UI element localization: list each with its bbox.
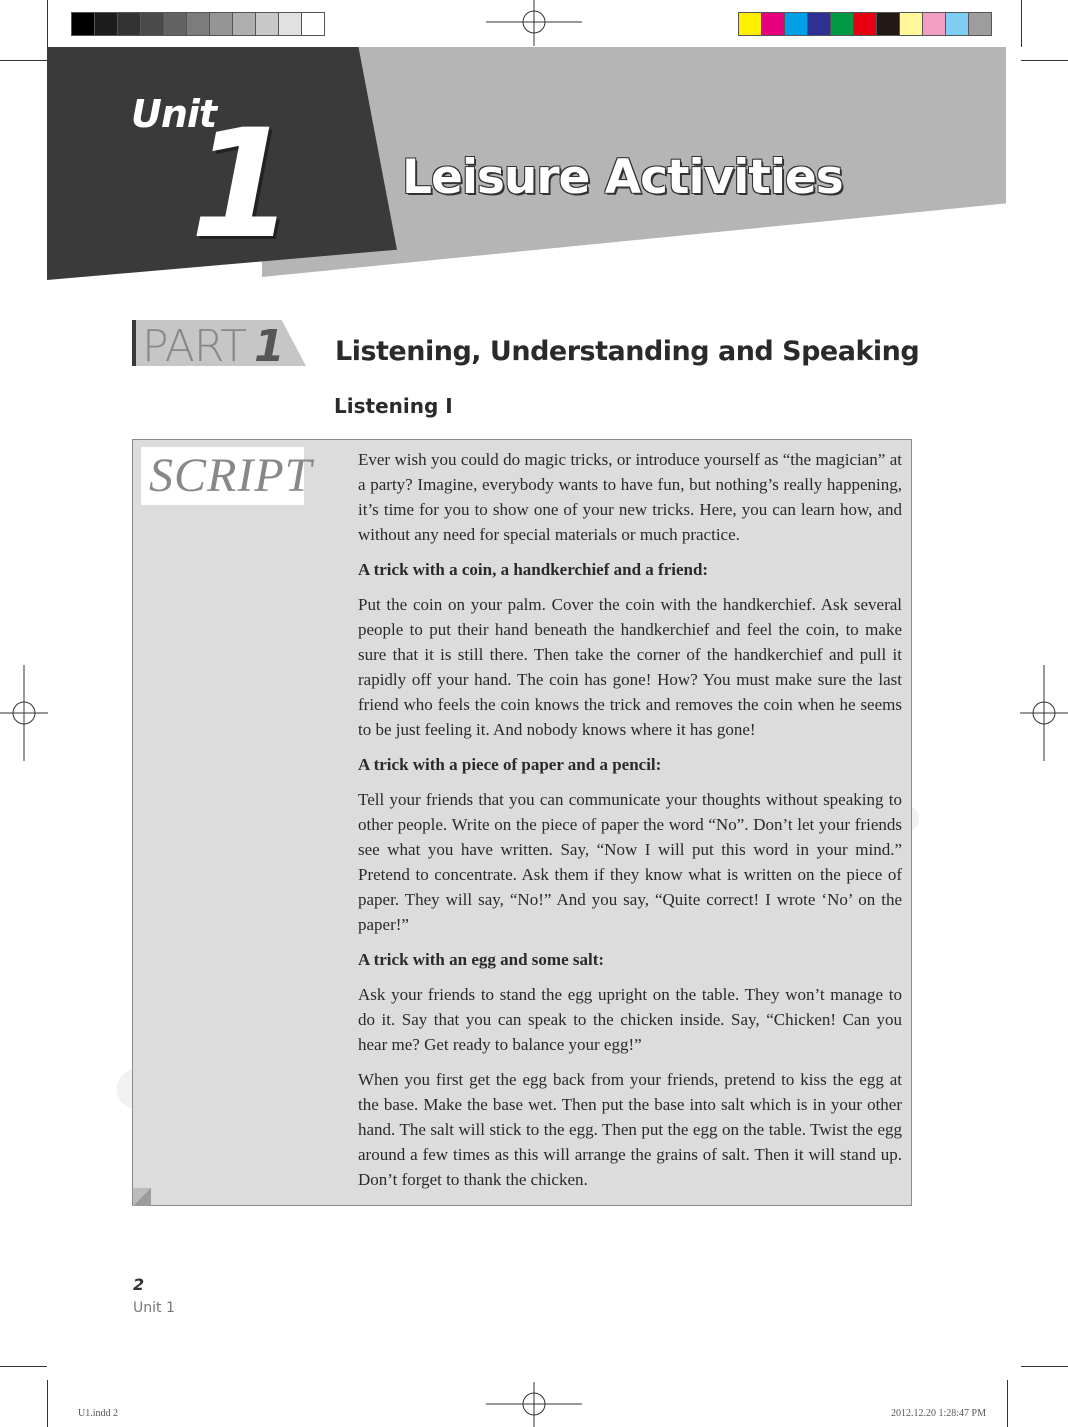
unit-word: Unit	[131, 92, 217, 136]
color-swatch	[164, 13, 187, 35]
color-swatch	[831, 13, 854, 35]
color-swatch	[785, 13, 808, 35]
registration-mark-top	[486, 0, 582, 48]
slug-timestamp: 2012.12.20 1:28:47 PM	[891, 1408, 987, 1419]
color-swatch	[854, 13, 877, 35]
grayscale-color-bar	[71, 12, 325, 36]
script-paragraph: When you first get the egg back from your friends, pretend to kiss the egg at the base. Make the base wet. Then put the base into salt which is in your other hand. The salt will stick to the egg. Then put the egg on the table. Twist the egg around a few times as this will arrange the grains of salt. Then it will stand up. Don’t forget to thank the chicken.	[358, 1070, 902, 1189]
part-tab-edge	[132, 320, 136, 366]
color-swatch	[72, 13, 95, 35]
color-swatch	[118, 13, 141, 35]
color-swatch	[877, 13, 900, 35]
color-swatch	[923, 13, 946, 35]
trick-heading: A trick with a coin, a handkerchief and a friend:	[358, 560, 709, 579]
script-text	[358, 447, 902, 1202]
color-swatch	[302, 13, 324, 35]
color-swatch	[739, 13, 762, 35]
part-label: PART	[142, 321, 247, 372]
color-swatch	[187, 13, 210, 35]
color-swatch	[946, 13, 969, 35]
section-title: Listening, Understanding and Speaking	[335, 336, 920, 367]
registration-mark-left	[0, 665, 48, 761]
subsection-title: Listening I	[334, 394, 453, 418]
color-swatch	[900, 13, 923, 35]
color-swatch	[233, 13, 256, 35]
script-paragraph: Ever wish you could do magic tricks, or introduce yourself as “the magician” at a party? Imagine, everybody wants to have fun, but nothing’s really happening, it’s time for you to show one of your new tricks. Here, you can learn how, and without any need for special materials or much practice.	[358, 450, 902, 544]
footer-unit-label: Unit 1	[133, 1300, 175, 1316]
color-swatch	[141, 13, 164, 35]
registration-mark-bottom	[486, 1382, 582, 1427]
color-swatch	[762, 13, 785, 35]
slug-file-name: U1.indd 2	[78, 1408, 118, 1419]
script-paragraph: Put the coin on your palm. Cover the coin with the handkerchief. Ask several people to put their hand beneath the handkerchief and feel the coin, to make sure that it is still there. Then take the corner of the handkerchief and pull it rapidly off your hand. The coin has gone! How? You must make sure the last friend who feels the coin knows the trick and removes the coin when he seems to be just feeling it. And nobody knows where it has gone!	[358, 595, 902, 739]
part-number: 1	[254, 321, 285, 372]
trick-heading: A trick with an egg and some salt:	[358, 950, 605, 969]
cmyk-color-bar	[738, 12, 992, 36]
page-number: 2	[133, 1275, 145, 1294]
color-swatch	[279, 13, 302, 35]
registration-mark-right	[1020, 665, 1068, 761]
script-paragraph: Tell your friends that you can communicate your thoughts without speaking to other people. Write on the piece of paper the word “No”. Don’t let your friends see what you have written. Say, “Now I will put this word in your mind.” Pretend to concentrate. Ask them if they know what is written on the piece of paper. They will say, “No!” And you say, “Quite correct! I wrote ‘No’ on the paper!”	[358, 790, 902, 934]
color-swatch	[210, 13, 233, 35]
script-paragraph: Ask your friends to stand the egg upright on the table. They won’t manage to do it. Say that you can speak to the chicken inside. Say, “Chicken! Can you hear me? Get ready to balance your egg!”	[358, 985, 902, 1054]
unit-number: 1	[190, 98, 295, 272]
color-swatch	[95, 13, 118, 35]
color-swatch	[256, 13, 279, 35]
script-label: SCRIPT	[149, 449, 313, 502]
color-swatch	[808, 13, 831, 35]
unit-title: Leisure Activities	[402, 150, 843, 205]
color-swatch	[969, 13, 991, 35]
trick-heading: A trick with a piece of paper and a pencil:	[358, 755, 662, 774]
